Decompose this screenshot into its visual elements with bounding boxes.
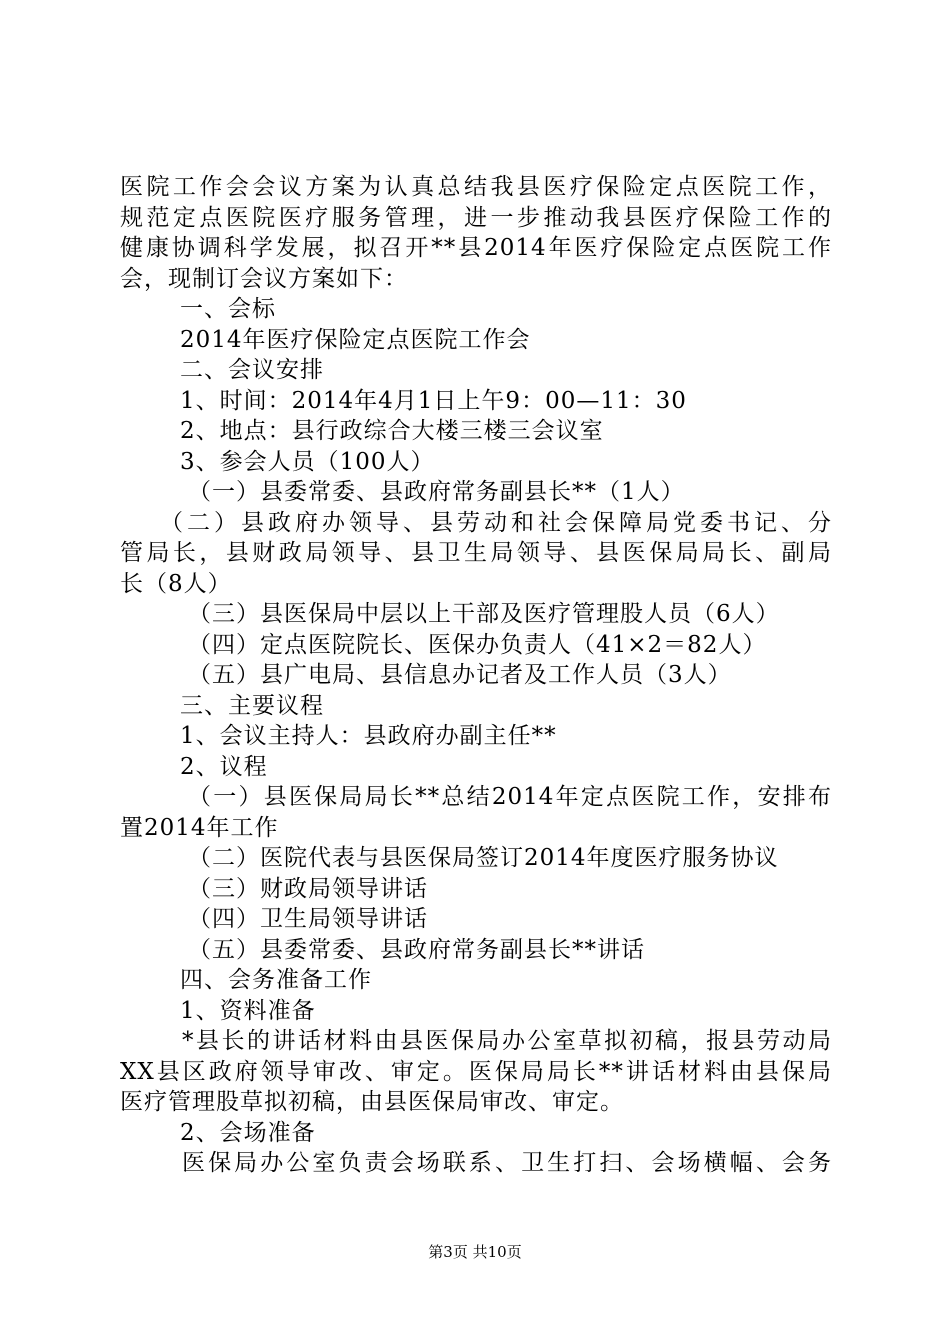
- text-line: 健康协调科学发展，拟召开**县2014年医疗保险定点医院工作: [120, 235, 832, 261]
- text-line: 1、会议主持人：县政府办副主任**: [180, 723, 557, 749]
- text-line: *县长的讲话材料由县医保局办公室草拟初稿，报县劳动局: [182, 1028, 832, 1054]
- text-line: （五）县广电局、县信息办记者及工作人员（3人）: [188, 662, 732, 688]
- text-line: 2、会场准备: [180, 1119, 316, 1146]
- text-line: （四）定点医院院长、医保办负责人（41×2＝82人）: [188, 631, 767, 658]
- text-line: 2、地点：县行政综合大楼三楼三会议室: [180, 418, 604, 444]
- text-line: （二）县政府办领导、县劳动和社会保障局党委书记、分: [160, 509, 832, 536]
- text-line: 长（8人）: [120, 570, 232, 597]
- text-line: 1、资料准备: [180, 997, 316, 1024]
- section-heading: 二、会议安排: [180, 357, 324, 383]
- section-heading: 三、主要议程: [180, 692, 324, 719]
- text-line: 3、参会人员（100人）: [180, 448, 435, 475]
- text-line: XX县区政府领导审改、审定。医保局局长**讲话材料由县保局: [120, 1058, 832, 1085]
- text-line: 置2014年工作: [120, 814, 279, 841]
- text-line: 医院工作会会议方案为认真总结我县医疗保险定点医院工作，: [120, 174, 832, 200]
- text-line: （三）财政局领导讲话: [188, 875, 428, 902]
- text-line: 规范定点医院医疗服务管理，进一步推动我县医疗保险工作的: [120, 204, 832, 231]
- text-line: （一）县委常委、县政府常务副县长**（1人）: [188, 479, 685, 505]
- page-number-footer: 第3页 共10页: [428, 1243, 522, 1261]
- text-line: （一）县医保局局长**总结2014年定点医院工作，安排布: [188, 784, 832, 810]
- text-line: 医保局办公室负责会场联系、卫生打扫、会场横幅、会务: [182, 1150, 832, 1176]
- text-line: （二）医院代表与县医保局签订2014年度医疗服务协议: [188, 845, 779, 871]
- text-line: 2、议程: [180, 753, 268, 780]
- text-line: （四）卫生局领导讲话: [188, 906, 428, 932]
- text-line: 医疗管理股草拟初稿，由县医保局审改、审定。: [120, 1089, 624, 1115]
- text-line: （三）县医保局中层以上干部及医疗管理股人员（6人）: [188, 601, 780, 627]
- text-line: 1、时间：2014年4月1日上午9：00—11：30: [180, 387, 687, 414]
- document-body: [120, 172, 832, 1179]
- text-line: 2014年医疗保险定点医院工作会: [180, 326, 531, 353]
- text-line: 管局长，县财政局领导、县卫生局领导、县医保局局长、副局: [120, 540, 832, 566]
- text-line: 会，现制订会议方案如下：: [120, 265, 408, 292]
- section-heading: 一、会标: [180, 296, 276, 322]
- text-line: （五）县委常委、县政府常务副县长**讲话: [188, 936, 645, 963]
- section-heading: 四、会务准备工作: [180, 967, 372, 993]
